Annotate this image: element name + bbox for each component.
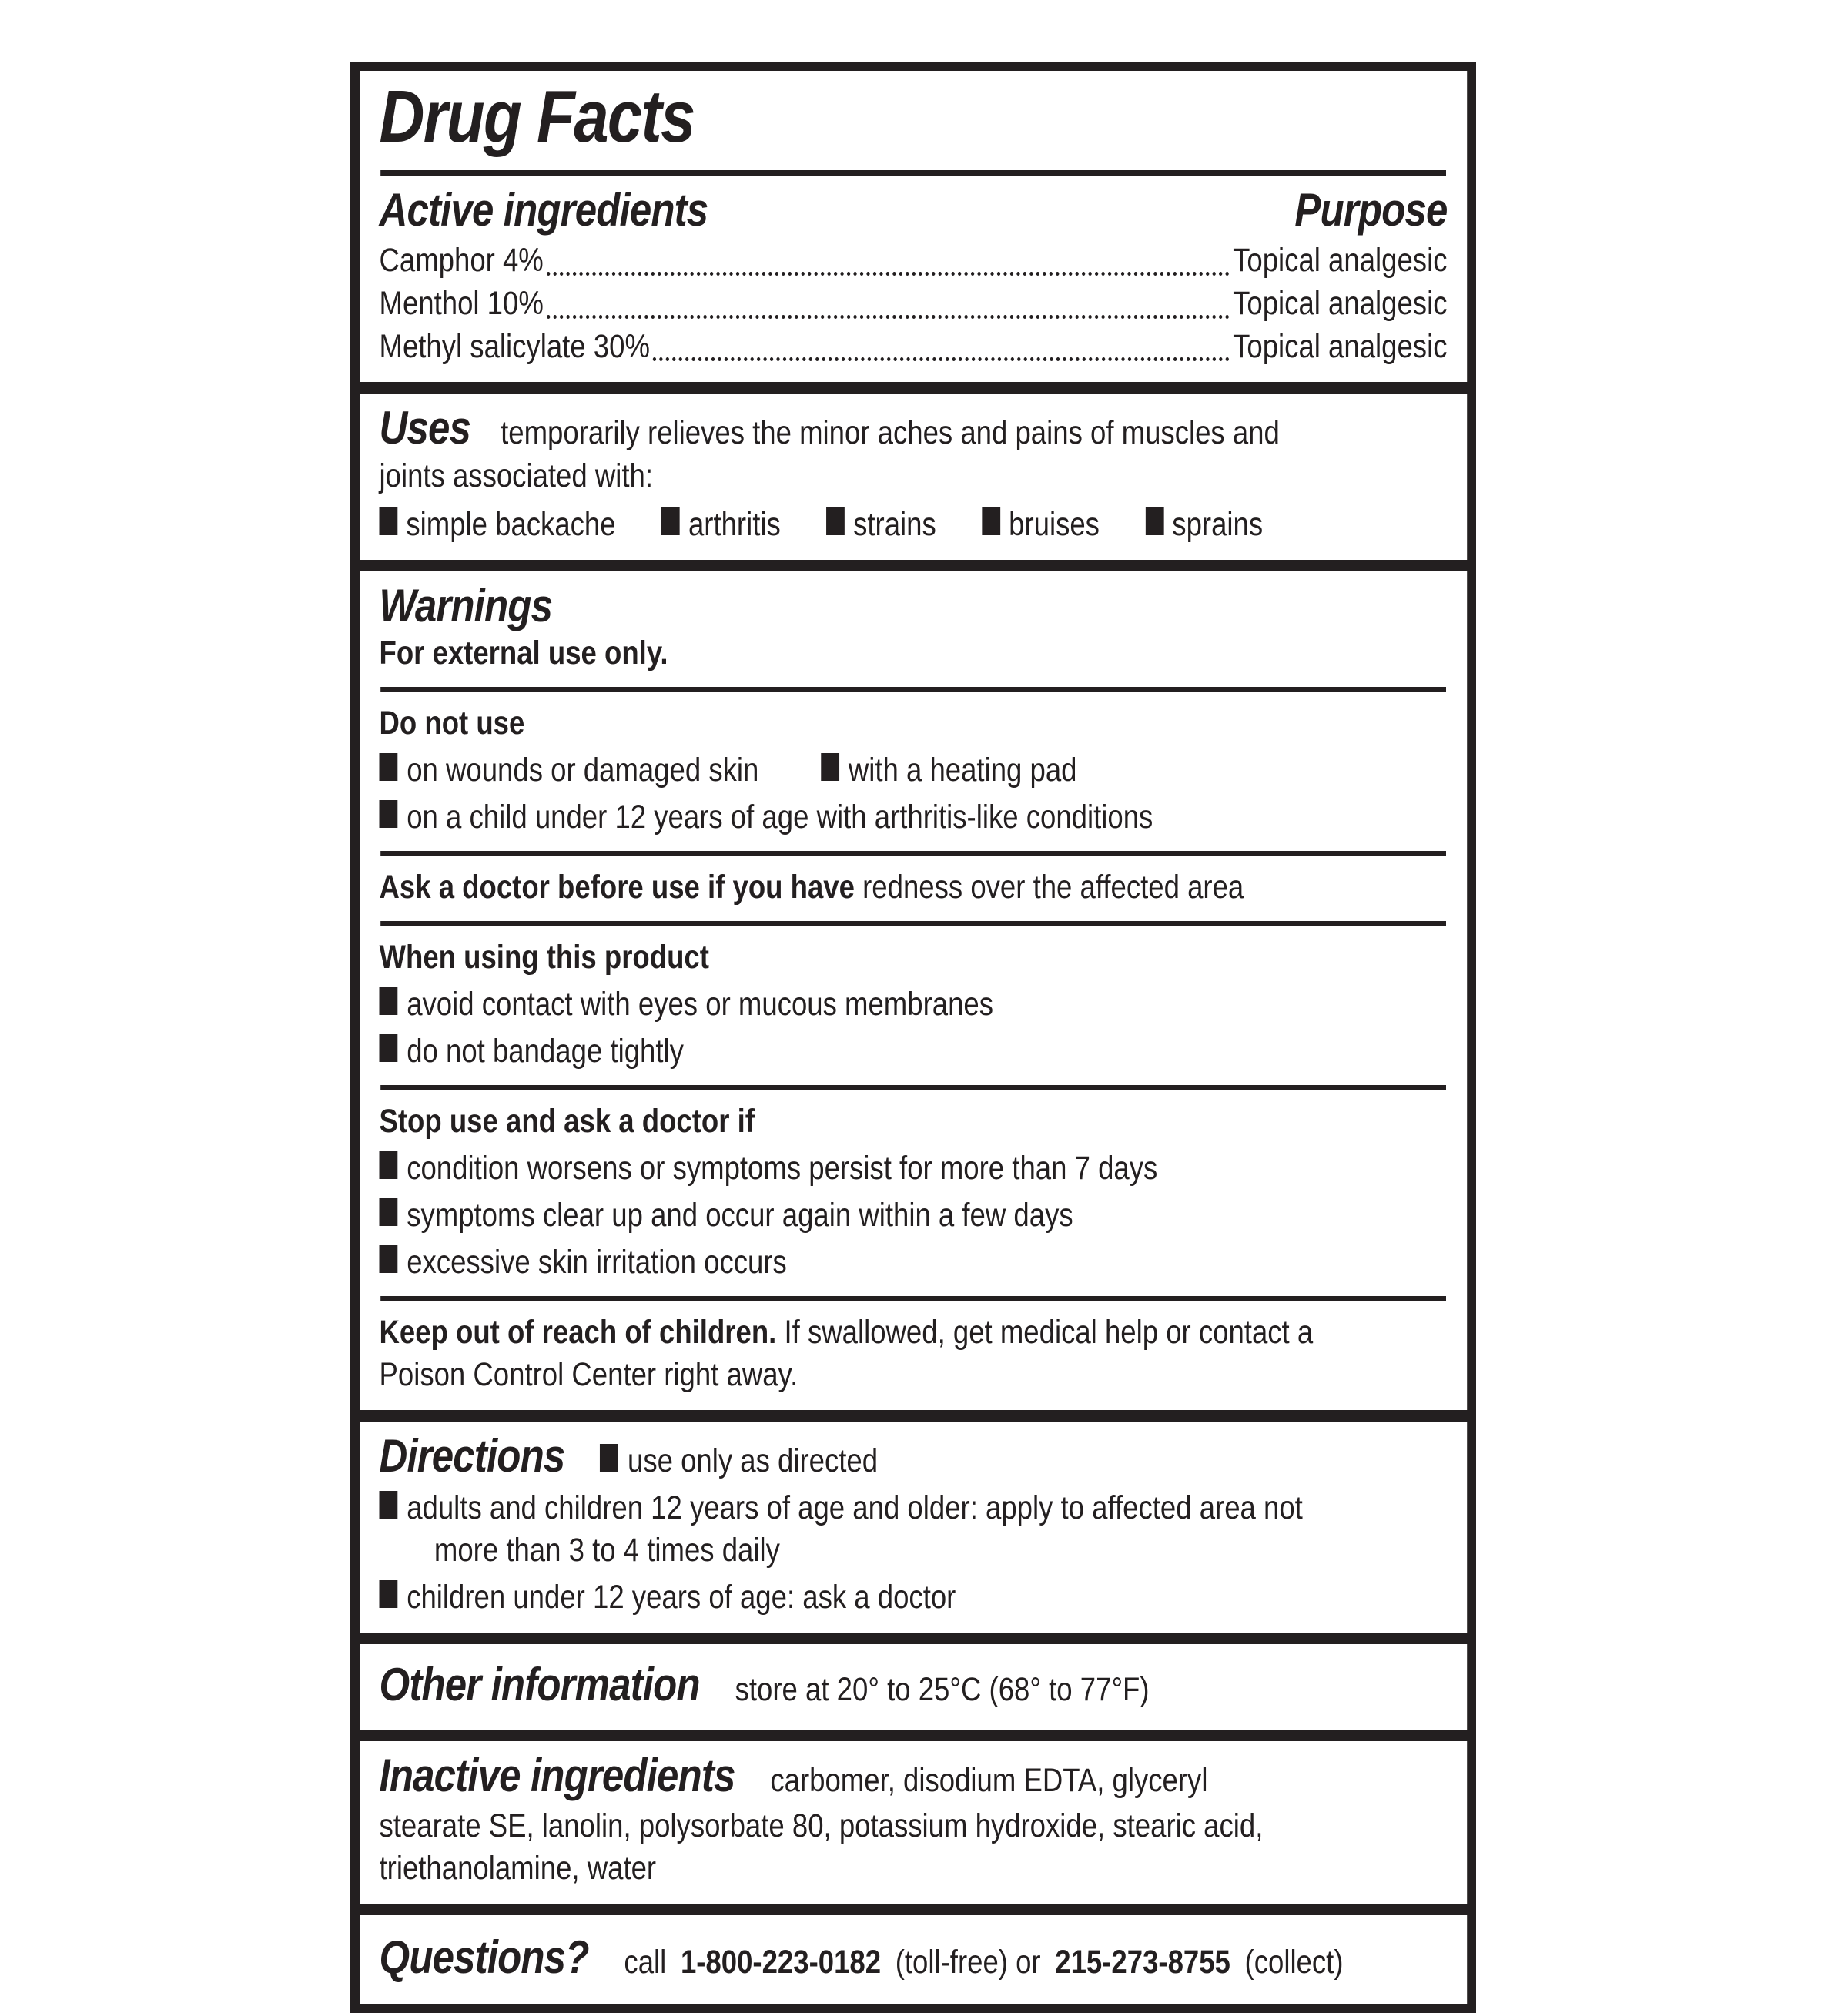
do-not-use-heading: Do not use [379, 704, 525, 742]
bullet-square-icon [982, 507, 1000, 535]
stop-use-bullet [380, 1147, 1448, 1190]
uses-text-line1: temporarily relieves the minor aches and pains of muscles and [500, 414, 1280, 452]
bullet-square-icon [600, 1444, 618, 1472]
ingredient-purpose: Topical analgesic [1233, 284, 1448, 322]
uses-bullet-label: strains [853, 505, 936, 543]
uses-heading: Uses [379, 402, 471, 454]
purpose-heading: Purpose [1294, 183, 1448, 236]
warnings-rule [380, 851, 1446, 856]
section-directions [360, 1422, 1467, 1633]
uses-bullet-label: sprains [1172, 505, 1264, 543]
stop-use-heading: Stop use and ask a doctor if [379, 1102, 755, 1140]
do-not-use-row1 [380, 749, 1448, 792]
ingredient-row [380, 239, 1448, 283]
warnings-rule [380, 1296, 1446, 1301]
bullet-square-icon [380, 753, 398, 781]
directions-heading: Directions [379, 1430, 565, 1482]
inactive-line1: carbomer, disodium EDTA, glyceryl [770, 1762, 1208, 1800]
keep-out-bold: Keep out of reach of children. [379, 1313, 777, 1351]
directions-children-text: children under 12 years of age: ask a doctor [407, 1579, 956, 1616]
ask-doctor-line [380, 866, 1448, 909]
inactive-ingredients-heading: Inactive ingredients [379, 1750, 735, 1802]
warnings-rule [380, 687, 1446, 692]
inactive-line2: stearate SE, lanolin, polysorbate 80, potassium hydroxide, stearic acid, [379, 1807, 1264, 1845]
when-using-item: do not bandage tightly [407, 1032, 684, 1070]
warnings-heading: Warnings [379, 579, 553, 631]
inactive-line3: triethanolamine, water [379, 1850, 657, 1887]
dotted-leader [547, 272, 1230, 276]
dotted-leader [547, 315, 1230, 319]
ingredient-name: Camphor 4% [379, 241, 544, 279]
ask-doctor-bold: Ask a doctor before use if you have [379, 868, 855, 906]
bullet-square-icon [380, 1580, 398, 1608]
ingredient-purpose: Topical analgesic [1233, 327, 1448, 365]
drug-facts-title: Drug Facts [379, 75, 695, 158]
directions-inline-bullet: use only as directed [628, 1442, 879, 1479]
questions-call-word: call [624, 1944, 667, 1981]
bullet-square-icon [661, 507, 680, 535]
directions-adults-line1: adults and children 12 years of age and older: apply to affected area not [407, 1489, 1303, 1527]
drug-facts-panel [350, 62, 1476, 2013]
bullet-square-icon [821, 753, 839, 781]
warnings-rule [380, 1085, 1446, 1090]
warnings-rule [380, 921, 1446, 926]
external-use-text: For external use only. [379, 634, 668, 672]
ingredient-row [380, 326, 1448, 369]
section-inactive-ingredients [360, 1741, 1467, 1904]
stop-use-item: excessive skin irritation occurs [407, 1243, 787, 1281]
when-using-bullet [380, 983, 1448, 1026]
section-active-ingredients [360, 71, 1467, 382]
when-using-item: avoid contact with eyes or mucous membranes [407, 985, 994, 1023]
uses-text-line2: joints associated with: [379, 457, 654, 494]
section-uses [360, 394, 1467, 559]
do-not-use-item: with a heating pad [848, 751, 1077, 789]
uses-bullet-label: simple backache [406, 505, 616, 543]
keep-out-rest: If swallowed, get medical help or contact a [784, 1313, 1314, 1351]
section-other-information [360, 1644, 1467, 1730]
ingredient-name: Methyl salicylate 30% [379, 327, 650, 365]
section-questions [360, 1915, 1467, 2004]
stop-use-bullet [380, 1194, 1448, 1237]
keep-out-paragraph [380, 1311, 1448, 1354]
questions-mid-text: (toll-free) or [895, 1944, 1041, 1981]
questions-phone-collect: 215-273-8755 [1055, 1944, 1230, 1981]
uses-bullet-item [982, 504, 1100, 546]
directions-bullet-children [380, 1576, 1448, 1619]
when-using-heading: When using this product [379, 938, 709, 976]
bullet-square-icon [380, 507, 398, 535]
active-ingredients-heading: Active ingredients [379, 183, 708, 236]
other-information-heading: Other information [379, 1659, 700, 1711]
questions-end-text: (collect) [1244, 1944, 1344, 1981]
bullet-square-icon [380, 800, 398, 828]
stop-use-bullet [380, 1241, 1448, 1284]
storage-text: store at 20° to 25°C (68° to 77°F) [735, 1671, 1150, 1709]
directions-bullet-adults [380, 1487, 1448, 1572]
uses-bullet-item [661, 504, 781, 546]
dotted-leader [653, 357, 1230, 361]
bullet-square-icon [380, 1245, 398, 1273]
ingredient-purpose: Topical analgesic [1233, 241, 1448, 279]
uses-bullet-item [380, 504, 616, 546]
do-not-use-item: on wounds or damaged skin [407, 751, 759, 789]
do-not-use-item: on a child under 12 years of age with arthritis-like conditions [407, 798, 1153, 836]
bullet-square-icon [380, 1034, 398, 1062]
uses-bullet-item [1145, 504, 1263, 546]
when-using-bullet [380, 1030, 1448, 1073]
ask-doctor-rest: redness over the affected area [862, 868, 1244, 906]
bullet-square-icon [380, 987, 398, 1015]
bullet-square-icon [1145, 507, 1163, 535]
bullet-square-icon [826, 507, 845, 535]
questions-phone-tollfree: 1-800-223-0182 [680, 1944, 882, 1981]
bullet-square-icon [380, 1491, 398, 1519]
keep-out-line2: Poison Control Center right away. [379, 1355, 798, 1393]
ingredient-row [380, 283, 1448, 326]
uses-bullet-item [826, 504, 936, 546]
ingredient-name: Menthol 10% [379, 284, 544, 322]
questions-call-text [624, 1941, 1343, 1984]
directions-adults-line2: more than 3 to 4 times daily [434, 1532, 780, 1569]
do-not-use-row2 [380, 796, 1448, 839]
bullet-square-icon [380, 1151, 398, 1179]
section-warnings [360, 571, 1467, 1410]
bullet-square-icon [380, 1198, 398, 1226]
uses-bullet-label: bruises [1009, 505, 1100, 543]
questions-heading: Questions? [379, 1931, 589, 1984]
title-rule [380, 170, 1446, 176]
stop-use-item: symptoms clear up and occur again within a few days [407, 1196, 1073, 1234]
uses-bullet-label: arthritis [688, 505, 781, 543]
stop-use-item: condition worsens or symptoms persist for more than 7 days [407, 1149, 1158, 1187]
